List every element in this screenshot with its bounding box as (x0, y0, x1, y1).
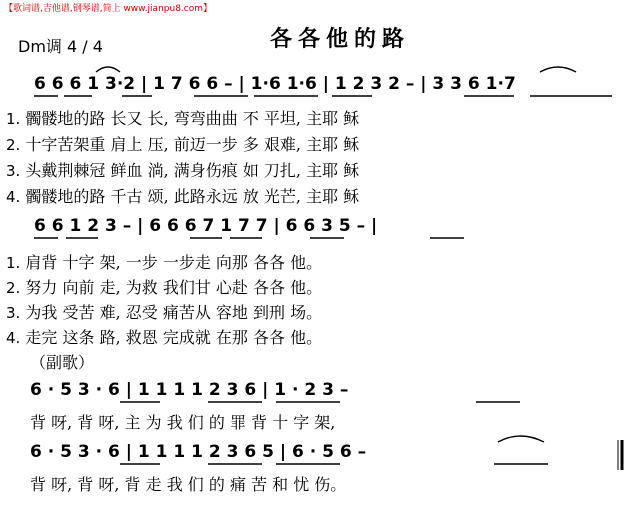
verse-number: 1. (6, 110, 21, 128)
lyric-text: 十字苦架重 肩上 压, 前迈一步 多 艰难, 主耶 稣 (25, 135, 360, 154)
verse-number: 4. (6, 188, 21, 206)
lyric-text: 肩背 十字 架, 一步 一步走 向那 各各 他。 (25, 253, 323, 272)
chorus-lyric-line-2: 背 呀, 背 呀, 背 走 我 们 的 痛 苦 和 忧 伤。 (30, 475, 347, 494)
notation-line-1: 6 6 6 1 3·2 | 1 7 6 6 – | 1·6 1·6 | 1 2 3 2 – | 3 3 6 1·7 (34, 74, 516, 94)
key-signature: Dm调 4 / 4 (18, 37, 103, 56)
notation-line-4: 6 · 5 3 · 6 | 1 1 1 1 2 3 6 5 | 6 · 5 6 – (30, 442, 367, 462)
notation-line-2: 6 6 1 2 3 – | 6 6 6 7 1 7 7 | 6 6 3 5 – | (34, 216, 378, 236)
lyric-text: 髑髅地的路 千古 颂, 此路永远 放 光芒, 主耶 稣 (25, 187, 360, 206)
lyric-text: 头戴荆棘冠 鲜血 淌, 满身伤痕 如 刀扎, 主耶 稣 (25, 161, 360, 180)
chorus-lyric-line-1: 背 呀, 背 呀, 主 为 我 们 的 罪 背 十 字 架, (30, 413, 336, 432)
lyric-text: 走完 这条 路, 救恩 完成就 在那 各各 他。 (25, 328, 323, 347)
tie (540, 67, 576, 72)
verse-number: 1. (6, 254, 21, 272)
lyric-text: 努力 向前 走, 为救 我们甘 心赴 各各 他。 (25, 278, 323, 297)
verse-number: 2. (6, 279, 21, 297)
verse-number: 4. (6, 329, 21, 347)
site-banner: 【歌词谱,吉他谱,钢琴谱,简上 www.jianpu8.com】 (4, 4, 213, 14)
verse-number: 3. (6, 304, 21, 322)
chorus-label: （副歌） (30, 353, 95, 372)
tie (96, 67, 120, 72)
page-title: 各各他的路 (270, 27, 411, 52)
tie (498, 436, 544, 442)
lyric-text: 为我 受苦 难, 忍受 痛苦从 容地 到刑 场。 (25, 303, 323, 322)
verse-number: 3. (6, 162, 21, 180)
verse-number: 2. (6, 136, 21, 154)
lyric-text: 髑髅地的路 长又 长, 弯弯曲曲 不 平坦, 主耶 稣 (25, 109, 360, 128)
notation-line-3: 6 · 5 3 · 6 | 1 1 1 1 2 3 6 | 1 · 2 3 – (30, 380, 349, 400)
